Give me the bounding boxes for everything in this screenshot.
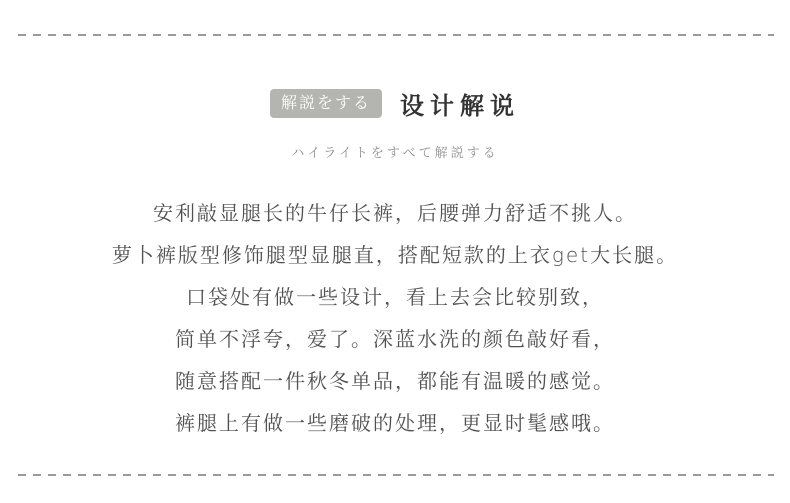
section-subtitle: ハイライトをすべて解説する	[291, 146, 499, 161]
description-line: 随意搭配一件秋冬单品，都能有温暖的感觉。	[175, 369, 615, 393]
description-line: 裤腿上有做一些磨破的处理，更显时髦感哦。	[175, 411, 615, 435]
top-dashed-divider	[18, 34, 774, 36]
bottom-dashed-divider	[18, 474, 774, 476]
description-paragraph	[0, 192, 790, 444]
description-line: 简单不浮夸，爱了。深蓝水洗的颜色敲好看，	[175, 327, 615, 351]
description-line: 萝卜裤版型修饰腿型显腿直，搭配短款的上衣get大长腿。	[111, 243, 679, 267]
section-header	[0, 86, 790, 121]
description-line: 口袋处有做一些设计，看上去会比较别致，	[186, 285, 604, 309]
description-line: 安利敲显腿长的牛仔长裤，后腰弹力舒适不挑人。	[153, 201, 637, 225]
section-title: 设计解说	[400, 92, 520, 120]
header-badge: 解説をする	[270, 89, 382, 118]
